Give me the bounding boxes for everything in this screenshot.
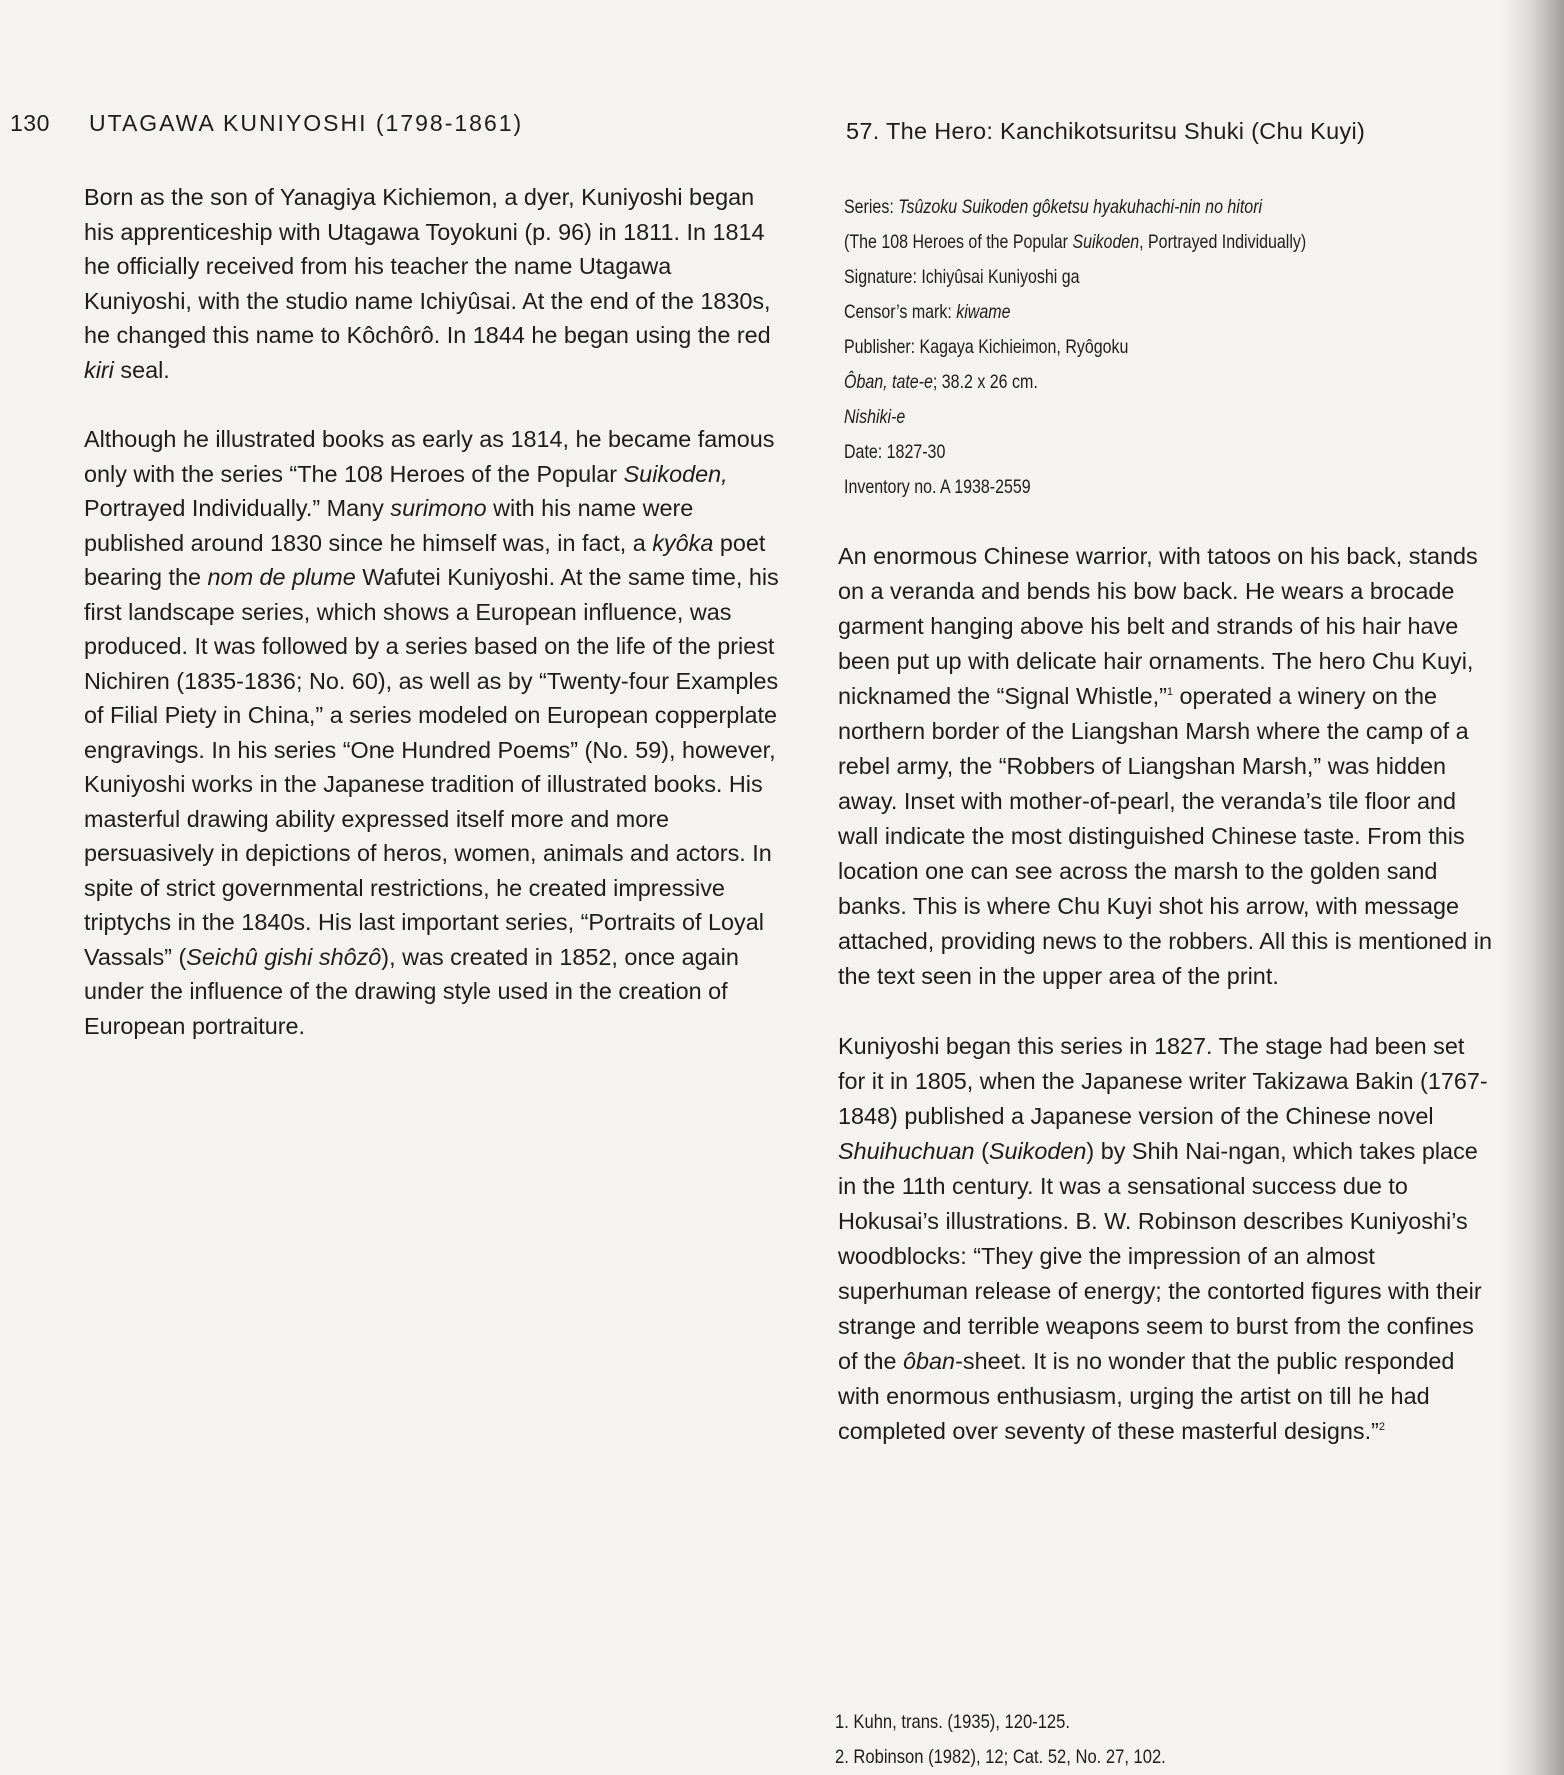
- meta-censor-mark: Censor’s mark: kiwame: [844, 301, 1011, 323]
- meta-signature: Signature: Ichiyûsai Kuniyoshi ga: [844, 266, 1080, 288]
- catalogue-entry-title: 57. The Hero: Kanchikotsuritsu Shuki (Chu Kuyi): [846, 118, 1366, 144]
- page-edge-shadow: [1502, 0, 1564, 1775]
- commentary-paragraph-1: An enormous Chinese warrior, with tatoos on his back, stands on a veranda and bends his bow back. He wears a brocade garment hanging above his belt and strands of his hair have been put up with delicate hair ornaments. The hero Chu Kuyi, nicknamed the “Signal Whistle,”$^1$ operated a winery on the northern border of the Liangshan Marsh where the camp of a rebel army, the “Robbers of Liangshan Marsh,” was hidden away. Inset with mother-of-pearl, the veranda’s tile floor and wall indicate the most distinguished Chinese taste. From this location one can see across the marsh to the golden sand banks. This is where Chu Kuyi shot his arrow, with message attached, providing news to the robbers. All this is mentioned in the text seen in the upper area of the print.: [838, 543, 1493, 989]
- artist-biography: [84, 180, 784, 1078]
- biography-paragraph-1: Born as the son of Yanagiya Kichiemon, a dyer, Kuniyoshi began his apprenticeship with Utagawa Toyokuni (p. 96) in 1811. In 1814 he officially received from his teacher the name Utagawa Kuniyoshi, with the studio name Ichiyûsai. At the end of the 1830s, he changed this name to Kôchôrô. In 1844 he began using the red kiri seal.: [84, 184, 771, 383]
- biography-paragraph-2: Although he illustrated books as early as 1814, he became famous only with the series “The 108 Heroes of the Popular Suikoden, Portrayed Individually.” Many surimono with his name were published around 1830 since he himself was, in fact, a kyôka poet bearing the nom de plume Wafutei Kuniyoshi. At the same time, his first landscape series, which shows a European influence, was produced. It was followed by a series based on the life of the priest Nichiren (1835-1836; No. 60), as well as by “Twenty-four Examples of Filial Piety in China,” a series modeled on European copperplate engravings. In his series “One Hundred Poems” (No. 59), however, Kuniyoshi works in the Japanese tradition of illustrated books. His masterful drawing ability expressed itself more and more persuasively in depictions of heros, women, animals and actors. In spite of strict governmental restrictions, he created impressive triptychs in the 1840s. His last important series, “Portraits of Loyal Vassals” (Seichû gishi shôzô), was created in 1852, once again under the influence of the drawing style used in the creation of European portraiture.: [84, 426, 779, 1039]
- catalogue-metadata: [844, 190, 1500, 505]
- running-head: UTAGAWA KUNIYOSHI (1798-1861): [89, 110, 524, 136]
- meta-date: Date: 1827-30: [844, 441, 946, 463]
- footnotes: [835, 1705, 1430, 1775]
- page-number: 130: [10, 110, 50, 136]
- meta-publisher: Publisher: Kagaya Kichieimon, Ryôgoku: [844, 336, 1129, 358]
- meta-technique: Nishiki-e: [844, 406, 906, 428]
- footnote-2: 2. Robinson (1982), 12; Cat. 52, No. 27, 102.: [835, 1746, 1166, 1768]
- entry-commentary: [838, 539, 1498, 1484]
- meta-inventory: Inventory no. A 1938-2559: [844, 476, 1031, 498]
- meta-format: Ôban, tate-e; 38.2 x 26 cm.: [844, 371, 1038, 393]
- footnote-1: 1. Kuhn, trans. (1935), 120-125.: [835, 1711, 1070, 1733]
- meta-series: Series: Tsûzoku Suikoden gôketsu hyakuhachi-nin no hitori: [844, 196, 1263, 218]
- meta-series-translation: (The 108 Heroes of the Popular Suikoden, Portrayed Individually): [844, 231, 1307, 253]
- commentary-paragraph-2: Kuniyoshi began this series in 1827. The stage had been set for it in 1805, when the Japanese writer Takizawa Bakin (1767-1848) published a Japanese version of the Chinese novel Shuihuchuan (Suikoden) by Shih Nai-ngan, which takes place in the 11th century. It was a sensational success due to Hokusai’s illustrations. B. W. Robinson describes Kuniyoshi’s woodblocks: “They give the impression of an almost superhuman release of energy; the contorted figures with their strange and terrible weapons seem to burst from the confines of the ôban-sheet. It is no wonder that the public responded with enormous enthusiasm, urging the artist on till he had completed over seventy of these masterful designs.”$^2$: [838, 1033, 1488, 1444]
